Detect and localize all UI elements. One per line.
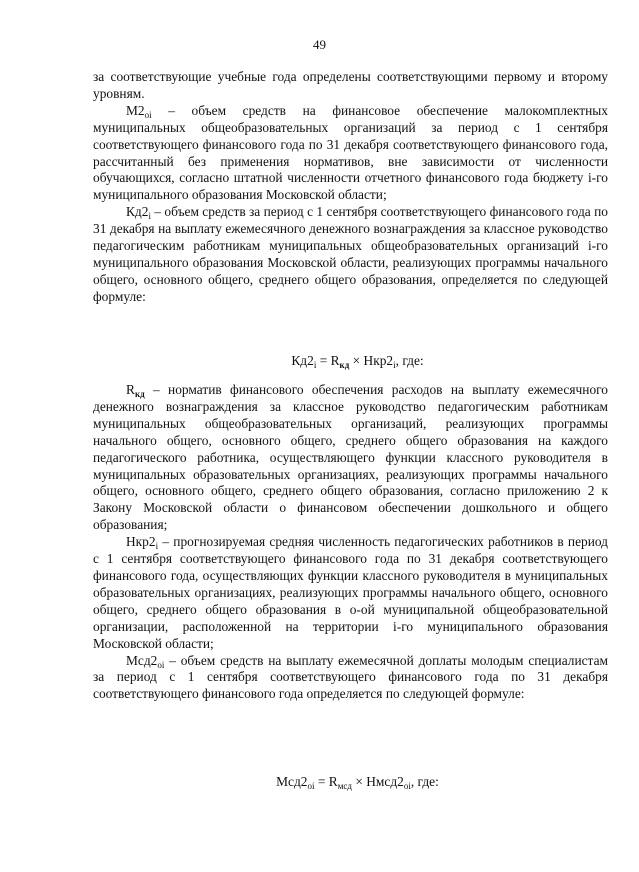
paragraph-m2 [93, 103, 608, 204]
paragraph-text: – объем средств на финансовое обеспечение малокомплектных муниципальных общеобразовательных организаций за период с 1 сентября соответствующего финансового года по 31 декабря соответствующего финансового года, рассчитанный без применения нормативов, вне зависимости от численности обучающихся, согласно штатной численности отчетного финансового года бюджету i-го муниципального образования Московской области; [93, 102, 608, 203]
text-block-top [93, 69, 608, 306]
formula-subscript: кд [339, 360, 350, 370]
formula-term: = R [316, 353, 340, 368]
symbol: Мсд2 [126, 652, 158, 668]
formula-term: × Нмсд2 [351, 774, 404, 789]
paragraph-kd2 [93, 204, 608, 305]
formula-subscript: oi [403, 781, 411, 791]
paragraph-text: – объем средств на выплату ежемесячной доплаты молодым специалистам за период с 1 сентября соответствующего финансового года по 31 декабря соответствующего финансового года определяется по следующей формуле: [93, 652, 608, 702]
formula-term: × Нкр2 [349, 353, 394, 368]
text-block-bottom [93, 382, 608, 703]
symbol-subscript: кд [134, 389, 145, 399]
paragraph-msd2 [93, 653, 608, 704]
paragraph-nkr2 [93, 534, 608, 652]
formula-subscript: i [313, 360, 317, 370]
formula-term: Кд2 [291, 353, 314, 368]
symbol-subscript: i [155, 541, 159, 552]
formula-subscript: i [393, 360, 396, 370]
page-number: 49 [313, 37, 326, 52]
formula-term: , где: [410, 774, 439, 789]
formula-kd2 [38, 352, 639, 369]
symbol: Нкр2 [126, 534, 156, 550]
paragraph-continuation [93, 69, 608, 103]
symbol-subscript: oi [157, 659, 165, 670]
symbol-subscript: oi [144, 109, 152, 120]
formula-subscript: oi [307, 781, 315, 791]
symbol-subscript: i [148, 211, 151, 222]
formula-subscript: мсд [337, 781, 352, 791]
paragraph-text: за соответствующие учебные года определены соответствующими первому и второму уровням. [93, 69, 608, 101]
symbol: Кд2 [126, 204, 149, 220]
formula-term: = R [314, 774, 338, 789]
paragraph-rkd [93, 382, 608, 534]
symbol: R [126, 382, 135, 397]
formula-term: , где: [395, 353, 424, 368]
symbol: М2 [126, 102, 145, 118]
formula-msd2 [38, 773, 639, 790]
paragraph-text: – норматив финансового обеспечения расходов на выплату ежемесячного денежного вознаграждения за классное руководство педагогическим работникам муниципальных общеобразовательных организаций, реализующих программы начального общего, основного общего, среднего общего образования на каждого педагогического работника, осуществляющего функции классного руководителя в муниципальных образовательных организациях, реализующих программы начального общего, основного общего, среднего общего образования, согласно приложению 2 к Закону Московской области о финансовом обеспечении дошкольного и общего образования; [93, 382, 608, 533]
paragraph-text: – объем средств за период с 1 сентября соответствующего финансового года по 31 декабря на выплату ежемесячного денежного вознаграждения за классное руководство педагогическим работникам муниципальных общеобразовательных организаций i-го муниципального образования Московской области, реализующих программы начального общего, основного общего, среднего общего образования, определяется по следующей формуле: [93, 204, 608, 304]
formula-term: Мсд2 [276, 774, 308, 789]
paragraph-text: – прогнозируемая средняя численность педагогических работников в период с 1 сентября соответствующего финансового года по 31 декабря соответствующего финансового года, осуществляющих функции классного руководителя в муниципальных образовательных организациях, реализующих программы начального общего, основного общего, среднего общего образования в о-ой муниципальной общеобразовательной организации, расположенной на территории i-го муниципального образования Московской области; [93, 534, 608, 651]
